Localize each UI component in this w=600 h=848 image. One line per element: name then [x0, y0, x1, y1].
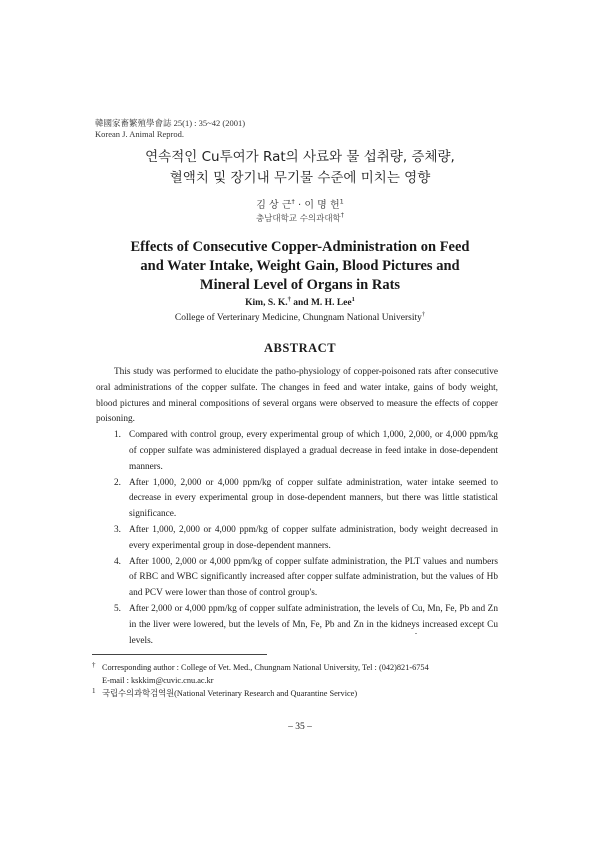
finding-item	[96, 428, 498, 475]
footnote-corresponding	[92, 661, 512, 687]
finding-text: After 2,000 or 4,000 ppm/kg of copper sulfate administration, the levels of Cu, Mn, Fe, Pb and Zn in the liver were lowered, but the levels of Mn, Fe, Pb and Zn in the kidneys increased except Cu levels.	[129, 603, 498, 646]
finding-number: 5.	[114, 603, 121, 614]
korean-title-line-1: 연속적인 Cu투여가 Rat의 사료와 물 섭취량, 증체량,	[145, 149, 455, 165]
finding-number: 4.	[114, 556, 121, 567]
abstract-body	[96, 365, 498, 649]
korean-affiliation-mark: †	[340, 211, 345, 220]
korean-affiliation	[0, 212, 600, 224]
finding-text: After 1,000, 2,000 or 4,000 ppm/kg of copper sulfate administration, water intake seemed to decrease in every experimental group in dose-dependent manners, but there was little statistical significance.	[129, 477, 498, 520]
finding-text: After 1000, 2,000 or 4,000 ppm/kg of copper sulfate administration, the PLT values and numbers of RBC and WBC significantly increased after copper sulfate administration, but the values of Hb and PCV were lower than those of control group's.	[129, 556, 498, 599]
journal-header	[95, 118, 245, 140]
footnote-email: E-mail : kskkim@cuvic.cnu.ac.kr	[102, 676, 214, 685]
korean-author-1: 김 상 근	[256, 200, 292, 211]
english-author-and: and	[290, 298, 311, 308]
korean-authors	[0, 196, 600, 211]
finding-text: After 1,000, 2,000 or 4,000 ppm/kg of copper sulfate administration, body weight decreased in every experimental group in dose-dependent manners.	[129, 524, 498, 551]
footnote-mark: 1	[92, 687, 96, 695]
finding-item	[96, 555, 498, 602]
footnote-divider	[92, 654, 267, 655]
footnotes	[92, 661, 512, 700]
korean-author-2-mark: 1	[339, 197, 344, 206]
footnote-affiliation-text: 국립수의과학검역원(National Veterinary Research and Quarantine Service)	[102, 689, 358, 698]
english-title	[0, 238, 600, 295]
korean-title-line-2: 혈액치 및 장기내 무기물 수준에 미치는 영향	[169, 170, 431, 186]
korean-title	[0, 147, 600, 189]
abstract-findings-list	[96, 428, 498, 649]
page-number: – 35 –	[288, 722, 312, 732]
finding-text: Compared with control group, every experimental group of which 1,000, 2,000, or 4,000 ppm/kg of copper sulfate was administered displayed a gradual decrease in feed intake in dose-dependent manners.	[129, 430, 498, 472]
finding-item	[96, 476, 498, 523]
english-authors	[0, 295, 600, 308]
korean-author-2: 이 명 헌	[304, 200, 340, 211]
finding-number: 3.	[114, 524, 121, 535]
korean-affiliation-text: 충남대학교 수의과대학	[255, 214, 341, 224]
english-title-line-3: Mineral Level of Organs in Rats	[199, 277, 401, 293]
finding-item	[96, 602, 498, 649]
footnote-corresponding-text: Corresponding author : College of Vet. Med., Chungnam National University, Tel : (042)821-6754	[102, 663, 429, 672]
english-author-2: M. H. Lee	[310, 298, 352, 308]
english-author-1: Kim, S. K.	[245, 298, 288, 308]
finding-number: 2.	[114, 477, 121, 488]
footnote-mark: †	[92, 661, 96, 669]
footnote-affiliation	[92, 687, 512, 700]
english-title-line-2: and Water Intake, Weight Gain, Blood Pictures and	[140, 258, 460, 274]
korean-author-separator: ·	[294, 200, 305, 211]
english-author-1-mark: †	[287, 295, 291, 303]
finding-number: 1.	[114, 430, 121, 441]
journal-english-name: Korean J. Animal Reprod.	[95, 129, 184, 139]
english-affiliation	[0, 310, 600, 323]
english-affiliation-mark: †	[421, 310, 426, 318]
english-affiliation-text: College of Verterinary Medicine, Chungnam National University	[174, 313, 422, 323]
english-author-2-mark: 1	[351, 295, 355, 303]
journal-citation: 韓國家畜繁殖學會誌 25(1) : 35~42 (2001)	[95, 118, 246, 128]
abstract-heading: ABSTRACT	[263, 341, 337, 355]
english-title-line-1: Effects of Consecutive Copper-Administration on Feed	[130, 239, 470, 255]
scan-speck	[415, 633, 417, 634]
korean-author-1-mark: †	[291, 197, 295, 206]
abstract-intro: This study was performed to elucidate the patho-physiology of copper-poisoned rats after consecutive oral administrations of the copper sulfate. The changes in feed and water intake, gains of body weight, blood pictures and mineral compositions of several organs were observed to measure the effects of copper poisoning.	[96, 367, 498, 425]
finding-item	[96, 523, 498, 555]
